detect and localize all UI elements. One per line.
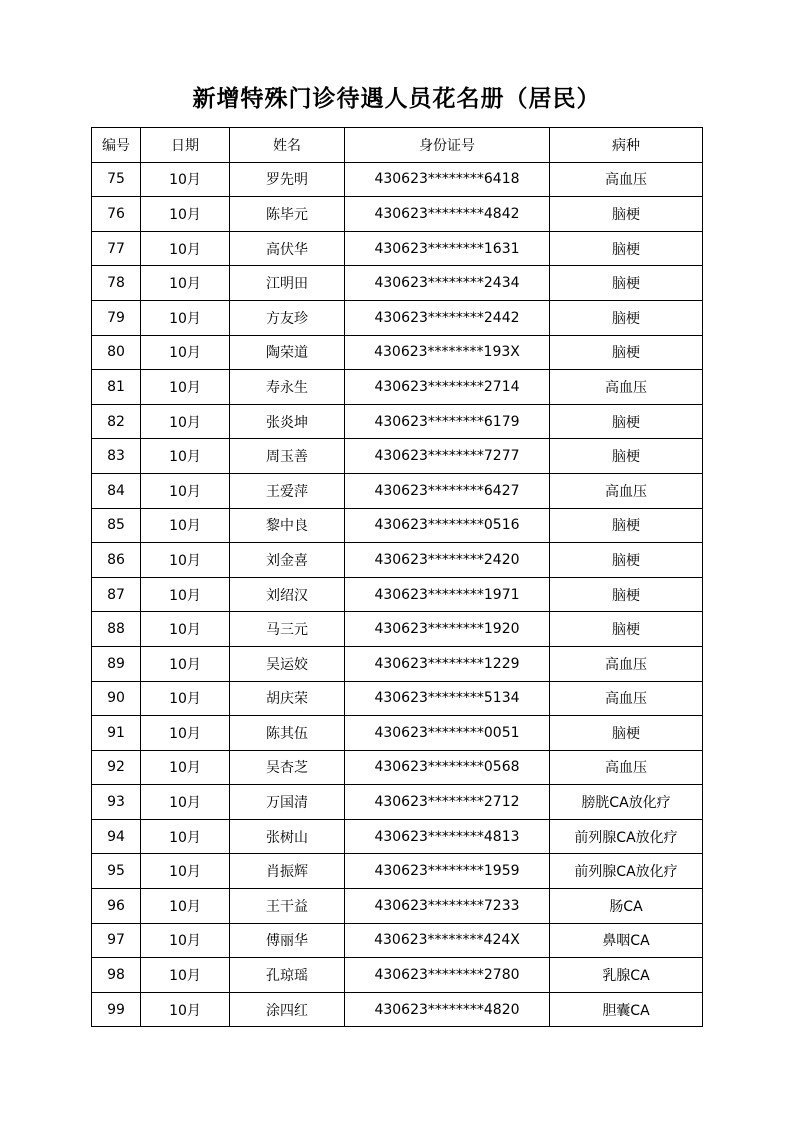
cell-date: 10月 bbox=[141, 231, 230, 266]
cell-id-number: 430623********2420 bbox=[345, 543, 550, 578]
header-no: 编号 bbox=[92, 128, 141, 163]
cell-disease: 鼻咽CA bbox=[550, 923, 703, 958]
cell-no: 80 bbox=[92, 335, 141, 370]
cell-no: 96 bbox=[92, 889, 141, 924]
cell-id-number: 430623********6427 bbox=[345, 473, 550, 508]
table-row bbox=[92, 646, 703, 681]
cell-disease: 肠CA bbox=[550, 889, 703, 924]
cell-id-number: 430623********2780 bbox=[345, 958, 550, 993]
table-row bbox=[92, 577, 703, 612]
cell-no: 77 bbox=[92, 231, 141, 266]
cell-id-number: 430623********7233 bbox=[345, 889, 550, 924]
cell-id-number: 430623********2442 bbox=[345, 300, 550, 335]
header-disease: 病种 bbox=[550, 128, 703, 163]
cell-no: 81 bbox=[92, 370, 141, 405]
cell-name: 江明田 bbox=[230, 266, 345, 301]
cell-no: 75 bbox=[92, 162, 141, 197]
cell-disease: 脑梗 bbox=[550, 577, 703, 612]
cell-id-number: 430623********4813 bbox=[345, 819, 550, 854]
cell-no: 94 bbox=[92, 819, 141, 854]
cell-date: 10月 bbox=[141, 646, 230, 681]
cell-id-number: 430623********4820 bbox=[345, 992, 550, 1027]
cell-disease: 脑梗 bbox=[550, 612, 703, 647]
cell-date: 10月 bbox=[141, 992, 230, 1027]
table-row bbox=[92, 750, 703, 785]
table-row bbox=[92, 370, 703, 405]
cell-name: 刘绍汉 bbox=[230, 577, 345, 612]
cell-date: 10月 bbox=[141, 854, 230, 889]
cell-id-number: 430623********0051 bbox=[345, 716, 550, 751]
cell-disease: 膀胱CA放化疗 bbox=[550, 785, 703, 820]
cell-no: 95 bbox=[92, 854, 141, 889]
cell-id-number: 430623********1971 bbox=[345, 577, 550, 612]
table-row bbox=[92, 404, 703, 439]
cell-no: 82 bbox=[92, 404, 141, 439]
header-row bbox=[92, 128, 703, 163]
cell-id-number: 430623********1229 bbox=[345, 646, 550, 681]
table-row bbox=[92, 439, 703, 474]
table-row bbox=[92, 992, 703, 1027]
cell-disease: 前列腺CA放化疗 bbox=[550, 854, 703, 889]
cell-date: 10月 bbox=[141, 439, 230, 474]
cell-date: 10月 bbox=[141, 508, 230, 543]
cell-disease: 脑梗 bbox=[550, 266, 703, 301]
cell-date: 10月 bbox=[141, 300, 230, 335]
cell-disease: 高血压 bbox=[550, 750, 703, 785]
table-row bbox=[92, 300, 703, 335]
cell-date: 10月 bbox=[141, 716, 230, 751]
cell-date: 10月 bbox=[141, 335, 230, 370]
cell-disease: 脑梗 bbox=[550, 716, 703, 751]
cell-no: 89 bbox=[92, 646, 141, 681]
cell-name: 肖振辉 bbox=[230, 854, 345, 889]
cell-date: 10月 bbox=[141, 370, 230, 405]
cell-date: 10月 bbox=[141, 923, 230, 958]
table-row bbox=[92, 231, 703, 266]
table-row bbox=[92, 681, 703, 716]
cell-no: 83 bbox=[92, 439, 141, 474]
cell-name: 王爱萍 bbox=[230, 473, 345, 508]
cell-date: 10月 bbox=[141, 266, 230, 301]
table-row bbox=[92, 543, 703, 578]
cell-no: 79 bbox=[92, 300, 141, 335]
cell-name: 罗先明 bbox=[230, 162, 345, 197]
cell-disease: 胆囊CA bbox=[550, 992, 703, 1027]
cell-id-number: 430623********6179 bbox=[345, 404, 550, 439]
header-date: 日期 bbox=[141, 128, 230, 163]
roster-table bbox=[91, 127, 703, 1027]
table-row bbox=[92, 473, 703, 508]
table-row bbox=[92, 162, 703, 197]
cell-name: 陈其伍 bbox=[230, 716, 345, 751]
cell-name: 陶荣道 bbox=[230, 335, 345, 370]
cell-name: 傅丽华 bbox=[230, 923, 345, 958]
cell-name: 张树山 bbox=[230, 819, 345, 854]
table-row bbox=[92, 266, 703, 301]
cell-no: 93 bbox=[92, 785, 141, 820]
cell-no: 88 bbox=[92, 612, 141, 647]
cell-id-number: 430623********0516 bbox=[345, 508, 550, 543]
cell-date: 10月 bbox=[141, 958, 230, 993]
cell-no: 91 bbox=[92, 716, 141, 751]
table-row bbox=[92, 335, 703, 370]
cell-id-number: 430623********1920 bbox=[345, 612, 550, 647]
table-header bbox=[92, 128, 703, 163]
cell-name: 马三元 bbox=[230, 612, 345, 647]
cell-disease: 高血压 bbox=[550, 370, 703, 405]
cell-id-number: 430623********1959 bbox=[345, 854, 550, 889]
cell-id-number: 430623********5134 bbox=[345, 681, 550, 716]
cell-id-number: 430623********2434 bbox=[345, 266, 550, 301]
cell-date: 10月 bbox=[141, 197, 230, 232]
cell-date: 10月 bbox=[141, 612, 230, 647]
table-row bbox=[92, 508, 703, 543]
cell-date: 10月 bbox=[141, 577, 230, 612]
cell-no: 78 bbox=[92, 266, 141, 301]
cell-disease: 乳腺CA bbox=[550, 958, 703, 993]
cell-name: 胡庆荣 bbox=[230, 681, 345, 716]
cell-disease: 高血压 bbox=[550, 473, 703, 508]
cell-id-number: 430623********0568 bbox=[345, 750, 550, 785]
table-row bbox=[92, 785, 703, 820]
table-row bbox=[92, 854, 703, 889]
cell-disease: 前列腺CA放化疗 bbox=[550, 819, 703, 854]
table-row bbox=[92, 197, 703, 232]
cell-date: 10月 bbox=[141, 543, 230, 578]
cell-name: 陈毕元 bbox=[230, 197, 345, 232]
cell-id-number: 430623********4842 bbox=[345, 197, 550, 232]
cell-date: 10月 bbox=[141, 404, 230, 439]
cell-name: 寿永生 bbox=[230, 370, 345, 405]
cell-name: 涂四红 bbox=[230, 992, 345, 1027]
cell-no: 97 bbox=[92, 923, 141, 958]
cell-id-number: 430623********1631 bbox=[345, 231, 550, 266]
cell-no: 92 bbox=[92, 750, 141, 785]
cell-date: 10月 bbox=[141, 750, 230, 785]
header-id: 身份证号 bbox=[345, 128, 550, 163]
cell-no: 99 bbox=[92, 992, 141, 1027]
table-row bbox=[92, 612, 703, 647]
cell-disease: 脑梗 bbox=[550, 231, 703, 266]
cell-id-number: 430623********7277 bbox=[345, 439, 550, 474]
table-row bbox=[92, 889, 703, 924]
cell-id-number: 430623********6418 bbox=[345, 162, 550, 197]
page-title: 新增特殊门诊待遇人员花名册（居民） bbox=[192, 85, 601, 112]
cell-no: 98 bbox=[92, 958, 141, 993]
cell-name: 吴运姣 bbox=[230, 646, 345, 681]
table-row bbox=[92, 716, 703, 751]
cell-name: 方友珍 bbox=[230, 300, 345, 335]
cell-name: 吴杏芝 bbox=[230, 750, 345, 785]
cell-id-number: 430623********424X bbox=[345, 923, 550, 958]
cell-name: 王干益 bbox=[230, 889, 345, 924]
cell-no: 84 bbox=[92, 473, 141, 508]
cell-disease: 脑梗 bbox=[550, 543, 703, 578]
cell-disease: 脑梗 bbox=[550, 197, 703, 232]
table-body bbox=[92, 162, 703, 1027]
table-row bbox=[92, 923, 703, 958]
cell-name: 高伏华 bbox=[230, 231, 345, 266]
header-name: 姓名 bbox=[230, 128, 345, 163]
cell-date: 10月 bbox=[141, 819, 230, 854]
cell-name: 黎中良 bbox=[230, 508, 345, 543]
cell-no: 85 bbox=[92, 508, 141, 543]
table-row bbox=[92, 958, 703, 993]
cell-date: 10月 bbox=[141, 162, 230, 197]
cell-name: 刘金喜 bbox=[230, 543, 345, 578]
cell-id-number: 430623********193X bbox=[345, 335, 550, 370]
cell-date: 10月 bbox=[141, 785, 230, 820]
cell-name: 周玉善 bbox=[230, 439, 345, 474]
cell-no: 87 bbox=[92, 577, 141, 612]
cell-no: 76 bbox=[92, 197, 141, 232]
cell-no: 90 bbox=[92, 681, 141, 716]
cell-date: 10月 bbox=[141, 681, 230, 716]
cell-name: 万国清 bbox=[230, 785, 345, 820]
cell-disease: 脑梗 bbox=[550, 335, 703, 370]
cell-date: 10月 bbox=[141, 889, 230, 924]
cell-id-number: 430623********2712 bbox=[345, 785, 550, 820]
cell-id-number: 430623********2714 bbox=[345, 370, 550, 405]
cell-disease: 脑梗 bbox=[550, 404, 703, 439]
cell-disease: 高血压 bbox=[550, 646, 703, 681]
cell-disease: 脑梗 bbox=[550, 300, 703, 335]
cell-date: 10月 bbox=[141, 473, 230, 508]
cell-name: 孔琼瑶 bbox=[230, 958, 345, 993]
table-row bbox=[92, 819, 703, 854]
cell-disease: 脑梗 bbox=[550, 508, 703, 543]
cell-disease: 脑梗 bbox=[550, 439, 703, 474]
cell-no: 86 bbox=[92, 543, 141, 578]
cell-disease: 高血压 bbox=[550, 162, 703, 197]
cell-name: 张炎坤 bbox=[230, 404, 345, 439]
cell-disease: 高血压 bbox=[550, 681, 703, 716]
